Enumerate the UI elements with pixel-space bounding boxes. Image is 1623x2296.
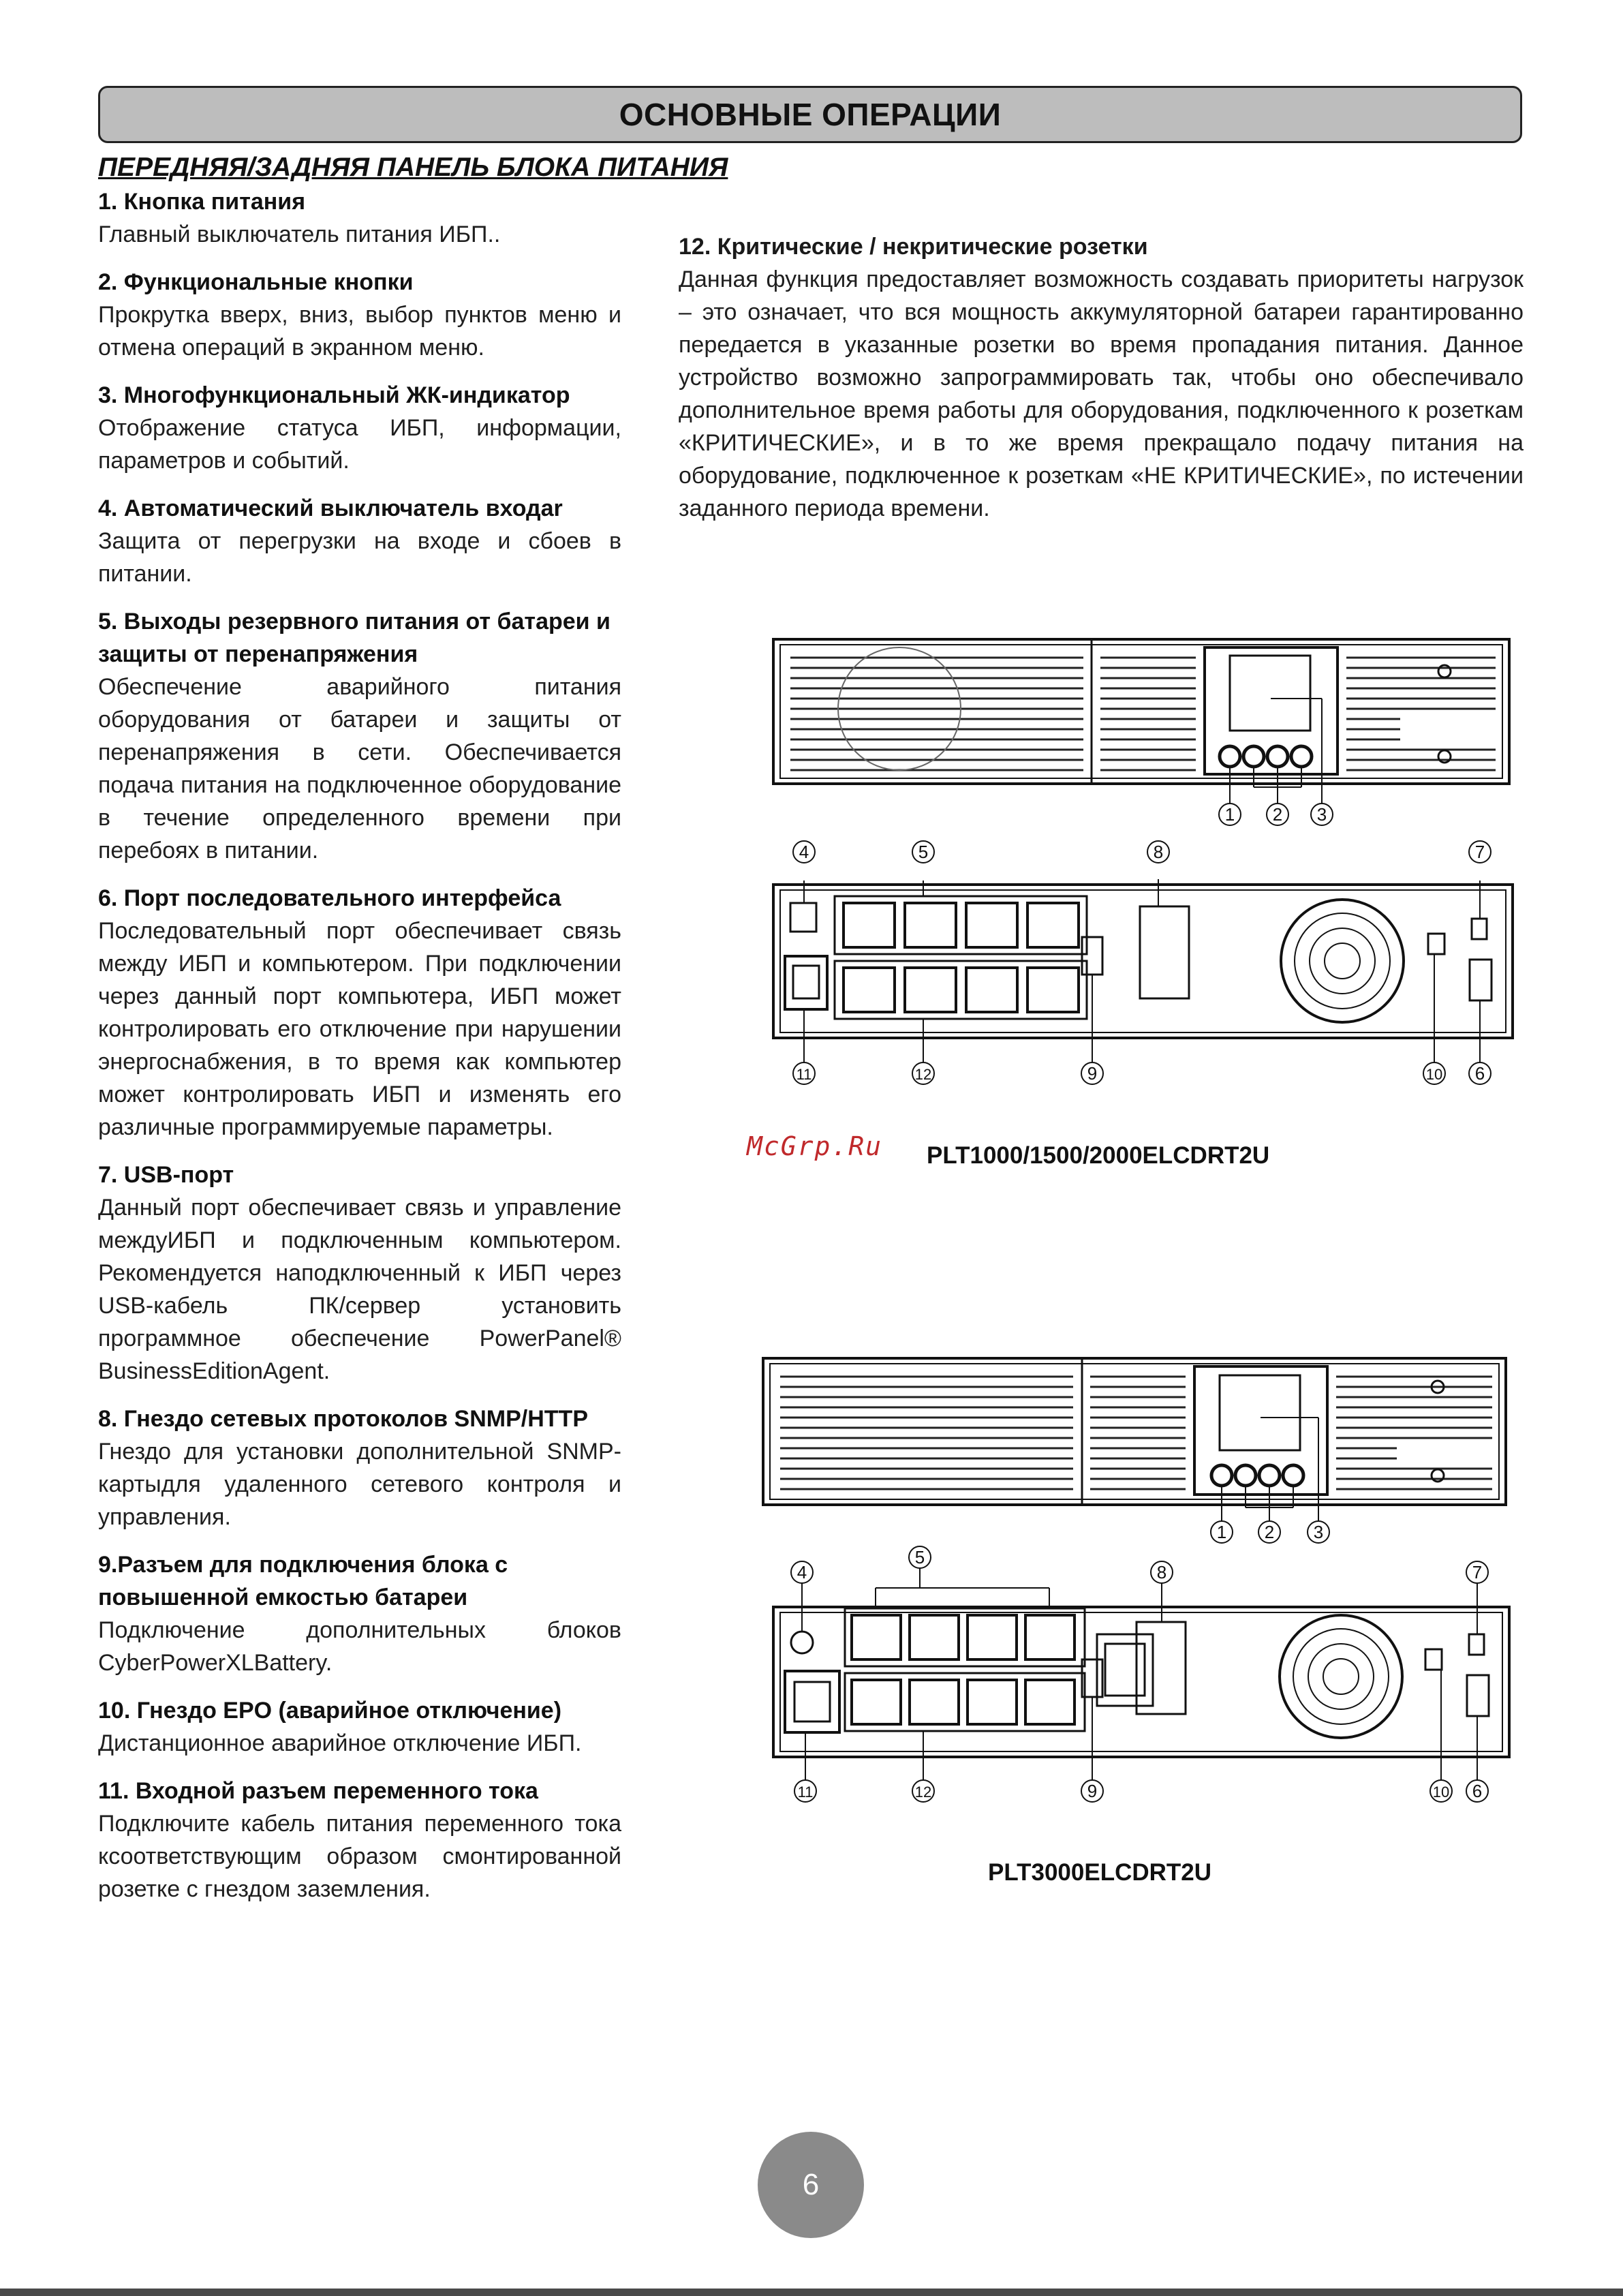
callout-5: 5: [914, 1547, 925, 1567]
function-button-icon: [1259, 1465, 1280, 1486]
item-lcd: [98, 379, 621, 477]
item-text: Прокрутка вверх, вниз, выбор пунктов меню и отмена операций в экранном меню.: [98, 302, 621, 361]
callout-2: 2: [1272, 804, 1283, 825]
item-text: Последовательный порт обеспечивает связь между ИБП и компьютером. При подключении через данный порт компьютера, ИБП может контролировать его отключение при нарушении энергоснабжения, в то время как компьютер может контролировать ИБП и изменять его различные программируемые параметры.: [98, 918, 621, 1140]
item-text: Данный порт обеспечивает связь и управление междуИБП и подключенным компьютером. Рекомендуется наподключенный к ИБП через USB-кабель ПК/сервер установить программное обеспечение PowerPanel® BusinessEditionAgent.: [98, 1195, 621, 1384]
usb-port-icon: [1472, 919, 1487, 939]
callout-12: 12: [914, 1066, 932, 1083]
circuit-breaker-icon: [790, 903, 816, 932]
item-epo: [98, 1694, 621, 1760]
item-battery-outlets: [98, 605, 621, 867]
serial-port-icon: [1467, 1675, 1489, 1716]
ups-diagram-small: [763, 627, 1526, 1097]
item-title: 7. USB-порт: [98, 1162, 234, 1188]
item-title: 6. Порт последовательного интерфейса: [98, 885, 561, 911]
lcd-screen: [1220, 1375, 1300, 1450]
function-button-icon: [1291, 746, 1312, 767]
callouts-diagram-2: [791, 1521, 1488, 1802]
callout-12: 12: [914, 1784, 932, 1801]
power-button-icon: [1211, 1465, 1232, 1486]
item-title: 5. Выходы резервного питания от батареи и защиты от перенапряжения: [98, 609, 610, 667]
left-column: [98, 185, 621, 1920]
model-caption-1: PLT1000/1500/2000ELCDRT2U: [927, 1142, 1270, 1169]
callout-5: 5: [918, 842, 929, 862]
section-subtitle: ПЕРЕДНЯЯ/ЗАДНЯЯ ПАНЕЛЬ БЛОКА ПИТАНИЯ: [98, 153, 728, 182]
item-usb-port: [98, 1159, 621, 1388]
item-title: 8. Гнездо сетевых протоколов SNMP/HTTP: [98, 1406, 588, 1432]
epo-port-icon: [1428, 934, 1444, 954]
item-serial-port: [98, 882, 621, 1144]
callout-8: 8: [1153, 842, 1164, 862]
item-ac-input: [98, 1775, 621, 1905]
ac-inlet-icon: [785, 956, 827, 1009]
callout-1: 1: [1224, 804, 1235, 825]
callout-8: 8: [1156, 1562, 1167, 1582]
callout-11: 11: [796, 1066, 812, 1083]
right-column: [679, 230, 1524, 525]
footer-bar: [0, 2289, 1623, 2296]
callout-7: 7: [1474, 842, 1485, 862]
callout-3: 3: [1313, 1522, 1324, 1542]
power-button-icon: [1220, 746, 1240, 767]
item-text: Защита от перегрузки на входе и сбоев в питании.: [98, 528, 621, 587]
front-panel: [773, 639, 1509, 784]
function-button-icon: [1283, 1465, 1303, 1486]
item-battery-connector: [98, 1548, 621, 1679]
item-title: 4. Автоматический выключатель входаr: [98, 495, 563, 521]
callout-6: 6: [1472, 1781, 1483, 1801]
item-text: Подключите кабель питания переменного тока ксоответствующим образом смонтированной розетке с гнездом заземления.: [98, 1811, 621, 1902]
snmp-slot-icon: [1140, 906, 1189, 998]
callout-9: 9: [1087, 1063, 1098, 1084]
outlets-top: [835, 896, 1087, 954]
callout-2: 2: [1264, 1522, 1275, 1542]
battery-connector-icon: [1082, 937, 1102, 975]
item-text: Главный выключатель питания ИБП..: [98, 221, 501, 247]
callout-10: 10: [1432, 1784, 1450, 1801]
item-text: Гнездо для установки дополнительной SNMP-картыдля удаленного сетевого контроля и управления.: [98, 1439, 621, 1530]
callout-11: 11: [797, 1784, 814, 1801]
front-panel: [763, 1358, 1506, 1505]
page-number: 6: [758, 2132, 864, 2238]
item-text: Отображение статуса ИБП, информации, параметров и событий.: [98, 415, 621, 474]
item-power-button: [98, 185, 621, 251]
callout-6: 6: [1474, 1063, 1485, 1084]
item-text: Дистанционное аварийное отключение ИБП.: [98, 1730, 582, 1756]
callout-10: 10: [1425, 1066, 1443, 1083]
model-caption-2: PLT3000ELCDRT2U: [988, 1859, 1212, 1886]
item-snmp-slot: [98, 1403, 621, 1533]
watermark: McGrp.Ru: [747, 1131, 883, 1161]
usb-port-icon: [1469, 1634, 1484, 1655]
item-title: 1. Кнопка питания: [98, 189, 306, 215]
function-button-icon: [1235, 1465, 1256, 1486]
item-text: Обеспечение аварийного питания оборудования от батареи и защиты от перенапряжения в сети. Обеспечивается подача питания на подключенное оборудование в течение определенного времени при перебоях в питании.: [98, 674, 621, 863]
serial-port-icon: [1470, 960, 1491, 1000]
item-title: 3. Многофункциональный ЖК-индикатор: [98, 382, 570, 408]
ac-inlet-icon: [785, 1671, 839, 1732]
lcd-screen: [1230, 656, 1310, 731]
callout-4: 4: [797, 1562, 807, 1582]
ups-diagram-large: [756, 1349, 1526, 1813]
item-title: 9.Разъем для подключения блока с повышенной емкостью батареи: [98, 1552, 508, 1610]
fan-icon: [1281, 900, 1404, 1022]
critical-outlets-title: 12. Критические / некритические розетки: [679, 234, 1148, 260]
item-text: Подключение дополнительных блоков CyberPowerXLBattery.: [98, 1617, 621, 1676]
item-function-buttons: [98, 266, 621, 364]
page-title: ОСНОВНЫЕ ОПЕРАЦИИ: [619, 97, 1002, 132]
function-button-icon: [1243, 746, 1264, 767]
item-title: 10. Гнездо EPO (аварийное отключение): [98, 1698, 562, 1724]
callout-3: 3: [1316, 804, 1327, 825]
callout-1: 1: [1216, 1522, 1227, 1542]
callout-9: 9: [1087, 1781, 1098, 1801]
circuit-breaker-icon: [791, 1632, 813, 1653]
item-title: 11. Входной разъем переменного тока: [98, 1778, 538, 1804]
fan-icon: [1280, 1615, 1402, 1738]
epo-port-icon: [1425, 1649, 1442, 1670]
rear-panel: [773, 1607, 1509, 1757]
outlets-bottom: [845, 1673, 1085, 1731]
outlets-bottom: [835, 961, 1087, 1019]
function-button-icon: [1267, 746, 1288, 767]
item-title: 2. Функциональные кнопки: [98, 269, 414, 295]
callout-7: 7: [1472, 1562, 1483, 1582]
section-banner: [98, 86, 1522, 143]
callout-4: 4: [799, 842, 809, 862]
outlets-top: [845, 1608, 1085, 1666]
item-input-breaker: [98, 492, 621, 590]
critical-outlets-text: Данная функция предоставляет возможность создавать приоритеты нагрузок – это означает, что вся мощность аккумуляторной батареи гарантированно передается в указанные розетки во время пропадания питания. Данное устройство возможно запрограммировать так, чтобы оно обеспечивало дополнительное время работы для оборудования, подключенного к розеткам «КРИТИЧЕСКИЕ», и в то же время прекращало подачу питания на оборудование, подключенное к розеткам «НЕ КРИТИЧЕСКИЕ», по истечении заданного периода времени.: [679, 266, 1524, 521]
